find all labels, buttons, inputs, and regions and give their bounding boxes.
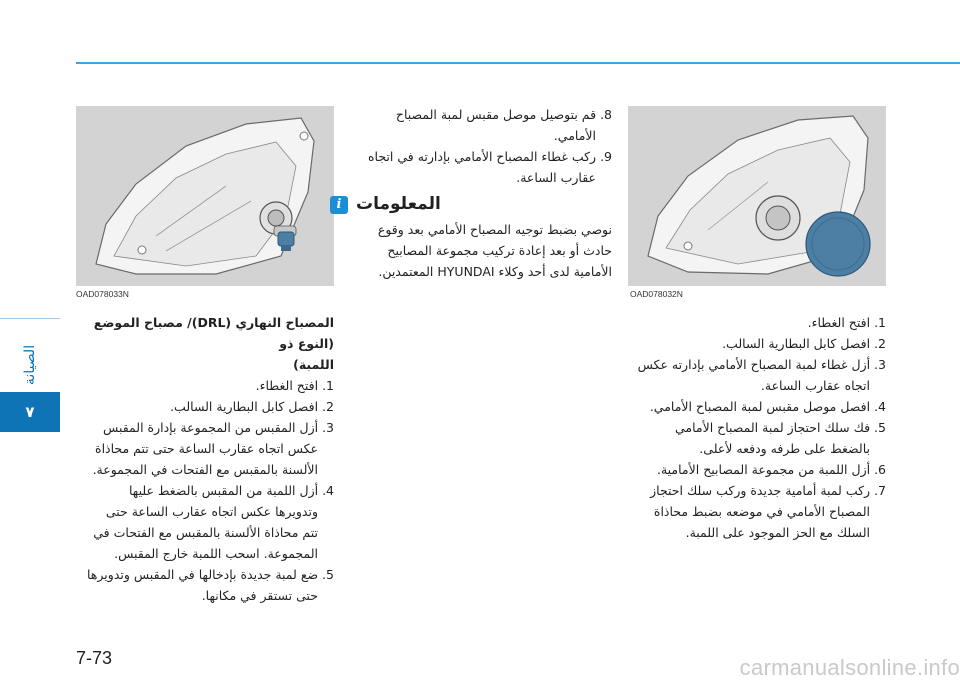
info-line: نوصي بضبط توجيه المصباح الأمامي بعد وقوع (377, 222, 612, 237)
headlamp-drawing-right (628, 106, 886, 286)
section-title: الصيانة (21, 344, 38, 386)
info-title: المعلومات (356, 194, 441, 214)
step-9-cont: عقارب الساعة. (516, 170, 596, 185)
headlamp-figure-left (76, 106, 334, 286)
step-line: 7. ركب لمبة أمامية جديدة وركب سلك احتجاز (650, 483, 886, 498)
right-column (626, 312, 886, 543)
step-line: 1. افتح الغطاء. (807, 315, 886, 330)
step-line: المجموعة. اسحب اللمبة خارج المقبس. (114, 546, 318, 561)
step-line: تتم محاذاة الألسنة بالمقبس مع الفتحات في (93, 525, 318, 540)
step-line: 6. أزل اللمبة من مجموعة المصابيح الأمامية. (656, 462, 886, 477)
headlamp-figure-right (628, 106, 886, 286)
header-rule (76, 62, 960, 64)
step-line: اتجاه عقارب الساعة. (760, 378, 870, 393)
step-line: 1. افتح الغطاء. (255, 378, 334, 393)
info-icon: i (330, 196, 348, 214)
chapter-tab: ٧ (0, 392, 60, 432)
left-steps (76, 375, 334, 606)
step-line: 5. فك سلك احتجاز لمبة المصباح الأمامي (674, 420, 886, 435)
step-line: 3. أزل المقبس من المجموعة بإدارة المقبس (103, 420, 334, 435)
headlamp-cap-icon (806, 212, 870, 276)
section-heading-cont: اللمبة) (293, 357, 334, 372)
watermark: carmanualsonline.info (739, 655, 960, 680)
left-column (76, 312, 334, 606)
info-line: حادث أو بعد إعادة تركيب مجموعة المصابيح (387, 243, 612, 258)
figure-caption-left: OAD078033N (76, 289, 129, 299)
step-line: عكس اتجاه عقارب الساعة حتى تتم محاذاة (95, 441, 318, 456)
step-line: 2. افصل كابل البطارية السالب. (722, 336, 886, 351)
info-heading (330, 194, 612, 215)
step-line: 2. افصل كابل البطارية السالب. (170, 399, 334, 414)
info-line: الأمامية لدى أحد وكلاء HYUNDAI المعتمدين. (378, 264, 612, 279)
figure-caption-right: OAD078032N (630, 289, 683, 299)
step-line: الألسنة بالمقبس مع الفتحات في المجموعة. (92, 462, 318, 477)
step-line: بالضغط على طرفه ودفعه لأعلى. (699, 441, 870, 456)
step-line: 4. أزل اللمبة من المقبس بالضغط عليها (129, 483, 334, 498)
side-divider (0, 318, 60, 319)
step-line: 3. أزل غطاء لمبة المصباح الأمامي بإدارته عكس (637, 357, 886, 372)
step-9: 9. ركب غطاء المصباح الأمامي بإدارته في اتجاه (367, 149, 612, 164)
step-line: المصباح الأمامي في موضعه بضبط محاذاة (653, 504, 870, 519)
right-steps (626, 312, 886, 543)
step-line: وتدويرها عكس اتجاه عقارب الساعة حتى (105, 504, 318, 519)
step-line: حتى تستقر في مكانها. (201, 588, 318, 603)
page-number: 7-73 (76, 648, 113, 668)
step-line: السلك مع الحز الموجود على اللمبة. (685, 525, 870, 540)
middle-column (330, 104, 612, 282)
step-line: 4. افصل موصل مقبس لمبة المصباح الأمامي. (649, 399, 886, 414)
step-line: 5. ضع لمبة جديدة بإدخالها في المقبس وتدويرها (87, 567, 334, 582)
headlamp-drawing-left (76, 106, 334, 286)
section-heading: المصباح النهاري (DRL)/ مصباح الموضع (النوع ذو (93, 315, 334, 351)
step-8: 8. قم بتوصيل موصل مقبس لمبة المصباح (395, 107, 612, 122)
step-8-cont: الأمامي. (553, 128, 596, 143)
